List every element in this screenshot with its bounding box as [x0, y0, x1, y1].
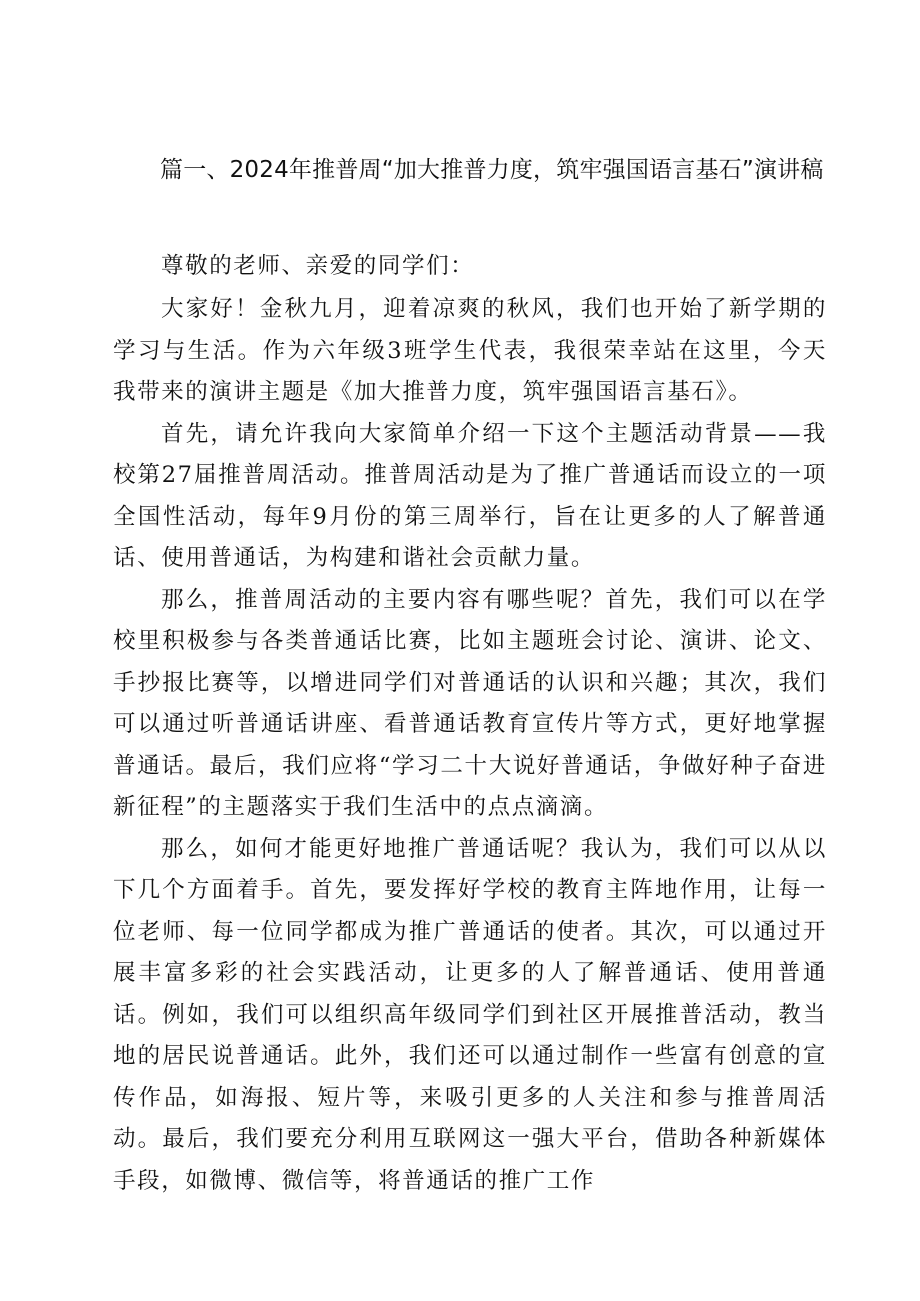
document-body	[113, 246, 827, 1202]
salutation: 尊敬的老师、亲爱的同学们：	[161, 253, 475, 279]
paragraph-3: 那么，推普周活动的主要内容有哪些呢？首先，我们可以在学校里积极参与各类普通话比赛，比如主题班会讨论、演讲、论文、手抄报比赛等，以增进同学们对普通话的认识和兴趣；其次，我们可以通过听普通话讲座、看普通话教育宣传片等方式，更好地掌握普通话。最后，我们应将“学习二十大说好普通话，争做好种子奋进新征程”的主题落实于我们生活中的点点滴滴。	[113, 586, 827, 820]
paragraph-1: 大家好！金秋九月，迎着凉爽的秋风，我们也开始了新学期的学习与生活。作为六年级3班学生代表，我很荣幸站在这里，今天我带来的演讲主题是《加大推普力度，筑牢强国语言基石》。	[113, 296, 827, 405]
paragraph-2: 首先，请允许我向大家简单介绍一下这个主题活动背景——我校第27届推普周活动。推普周活动是为了推广普通话而设立的一项全国性活动，每年9月份的第三周举行，旨在让更多的人了解普通话、使用普通话，为构建和谐社会贡献力量。	[113, 420, 827, 571]
document-title: 篇一、2024年推普周“加大推普力度，筑牢强国语言基石”演讲稿	[160, 157, 824, 183]
paragraph-4: 那么，如何才能更好地推广普通话呢？我认为，我们可以从以下几个方面着手。首先，要发挥好学校的教育主阵地作用，让每一位老师、每一位同学都成为推广普通话的使者。其次，可以通过开展丰富多彩的社会实践活动，让更多的人了解普通话、使用普通话。例如，我们可以组织高年级同学们到社区开展推普活动，教当地的居民说普通话。此外，我们还可以通过制作一些富有创意的宣传作品，如海报、短片等，来吸引更多的人关注和参与推普周活动。最后，我们要充分利用互联网这一强大平台，借助各种新媒体手段，如微博、微信等，将普通话的推广工作	[113, 835, 827, 1194]
